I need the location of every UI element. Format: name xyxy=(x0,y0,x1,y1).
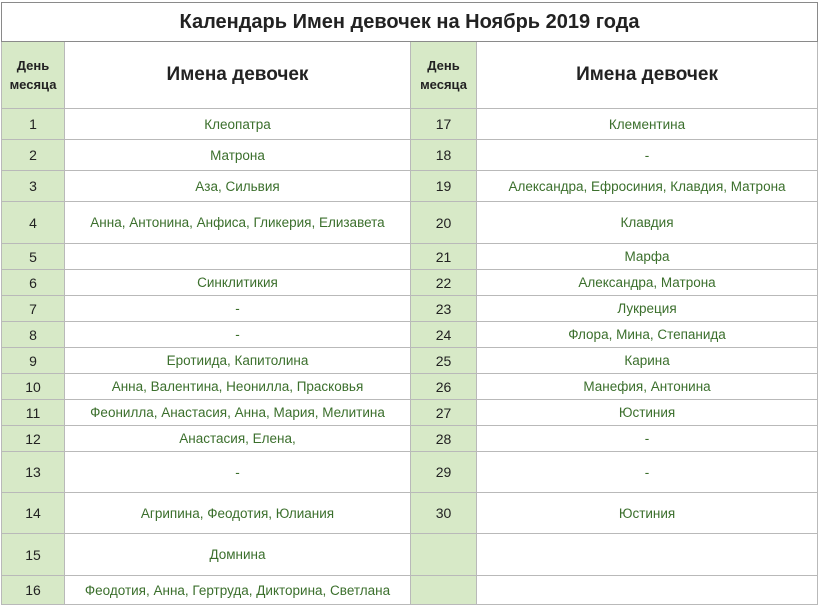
names-cell-left: Агрипина, Феодотия, Юлиания xyxy=(65,493,411,534)
header-row xyxy=(2,42,818,109)
names-cell-left: Еротиида, Капитолина xyxy=(65,348,411,374)
names-cell-right: Клавдия xyxy=(477,202,818,244)
day-cell-left: 11 xyxy=(2,400,65,426)
names-cell-left: Аза, Сильвия xyxy=(65,171,411,202)
day-cell-left: 14 xyxy=(2,493,65,534)
names-column-header-left: Имена девочек xyxy=(65,42,411,109)
names-cell-left: - xyxy=(65,296,411,322)
day-cell-left: 8 xyxy=(2,322,65,348)
table-body xyxy=(2,3,818,605)
names-cell-left: Клеопатра xyxy=(65,109,411,140)
day-cell-left: 12 xyxy=(2,426,65,452)
names-cell-left: Феодотия, Анна, Гертруда, Дикторина, Светлана xyxy=(65,576,411,605)
names-cell-left: Феонилла, Анастасия, Анна, Мария, Мелитина xyxy=(65,400,411,426)
day-cell-right: 21 xyxy=(411,244,477,270)
day-cell-right: 23 xyxy=(411,296,477,322)
day-column-header-right xyxy=(411,42,477,109)
day-cell-left: 3 xyxy=(2,171,65,202)
names-cell-left: - xyxy=(65,452,411,493)
names-cell-left xyxy=(65,244,411,270)
table-row xyxy=(2,493,818,534)
table-row xyxy=(2,426,818,452)
names-cell-right: Флора, Мина, Степанида xyxy=(477,322,818,348)
day-cell-right: 30 xyxy=(411,493,477,534)
table-row xyxy=(2,452,818,493)
day-cell-right: 18 xyxy=(411,140,477,171)
day-cell-right xyxy=(411,576,477,605)
day-header-line1: День xyxy=(427,58,460,73)
day-cell-right: 25 xyxy=(411,348,477,374)
table-row xyxy=(2,348,818,374)
names-cell-left: Анна, Антонина, Анфиса, Гликерия, Елизавета xyxy=(65,202,411,244)
table-row xyxy=(2,109,818,140)
day-cell-left: 16 xyxy=(2,576,65,605)
day-cell-right: 28 xyxy=(411,426,477,452)
names-cell-left: Матрона xyxy=(65,140,411,171)
names-cell-left: Анна, Валентина, Неонилла, Прасковья xyxy=(65,374,411,400)
names-cell-left: Домнина xyxy=(65,534,411,576)
names-cell-right: Клементина xyxy=(477,109,818,140)
names-cell-right: - xyxy=(477,140,818,171)
table-title: Календарь Имен девочек на Ноябрь 2019 года xyxy=(2,3,818,42)
day-cell-left: 13 xyxy=(2,452,65,493)
names-cell-right xyxy=(477,534,818,576)
day-header-line2: месяца xyxy=(9,77,57,92)
names-cell-right xyxy=(477,576,818,605)
names-cell-right: Александра, Матрона xyxy=(477,270,818,296)
day-cell-right: 22 xyxy=(411,270,477,296)
table-row xyxy=(2,322,818,348)
names-cell-left: Анастасия, Елена, xyxy=(65,426,411,452)
table-row xyxy=(2,534,818,576)
day-cell-left: 10 xyxy=(2,374,65,400)
table-row xyxy=(2,140,818,171)
table-row xyxy=(2,374,818,400)
names-calendar-table xyxy=(1,2,818,605)
names-cell-right: Карина xyxy=(477,348,818,374)
day-cell-left: 4 xyxy=(2,202,65,244)
names-cell-right: - xyxy=(477,426,818,452)
table-row xyxy=(2,400,818,426)
day-cell-left: 15 xyxy=(2,534,65,576)
table-row xyxy=(2,270,818,296)
names-cell-right: Юстиния xyxy=(477,493,818,534)
day-cell-right: 20 xyxy=(411,202,477,244)
day-cell-right: 19 xyxy=(411,171,477,202)
table-row xyxy=(2,244,818,270)
day-cell-right: 24 xyxy=(411,322,477,348)
day-cell-right: 26 xyxy=(411,374,477,400)
names-cell-right: Юстиния xyxy=(477,400,818,426)
names-column-header-right: Имена девочек xyxy=(477,42,818,109)
names-cell-right: - xyxy=(477,452,818,493)
names-cell-right: Марфа xyxy=(477,244,818,270)
day-cell-right: 27 xyxy=(411,400,477,426)
day-header-line2: месяца xyxy=(420,77,467,92)
day-cell-left: 5 xyxy=(2,244,65,270)
names-cell-right: Лукреция xyxy=(477,296,818,322)
names-cell-right: Манефия, Антонина xyxy=(477,374,818,400)
day-cell-right: 29 xyxy=(411,452,477,493)
day-cell-left: 6 xyxy=(2,270,65,296)
day-header-line1: День xyxy=(16,58,50,73)
table-row xyxy=(2,296,818,322)
table-row xyxy=(2,202,818,244)
day-cell-left: 9 xyxy=(2,348,65,374)
day-cell-left: 7 xyxy=(2,296,65,322)
day-cell-left: 2 xyxy=(2,140,65,171)
day-column-header-left xyxy=(2,42,65,109)
day-cell-right: 17 xyxy=(411,109,477,140)
names-cell-right: Александра, Ефросиния, Клавдия, Матрона xyxy=(477,171,818,202)
title-row xyxy=(2,3,818,42)
table-row xyxy=(2,576,818,605)
table-row xyxy=(2,171,818,202)
day-cell-left: 1 xyxy=(2,109,65,140)
names-cell-left: - xyxy=(65,322,411,348)
names-cell-left: Синклитикия xyxy=(65,270,411,296)
day-cell-right xyxy=(411,534,477,576)
